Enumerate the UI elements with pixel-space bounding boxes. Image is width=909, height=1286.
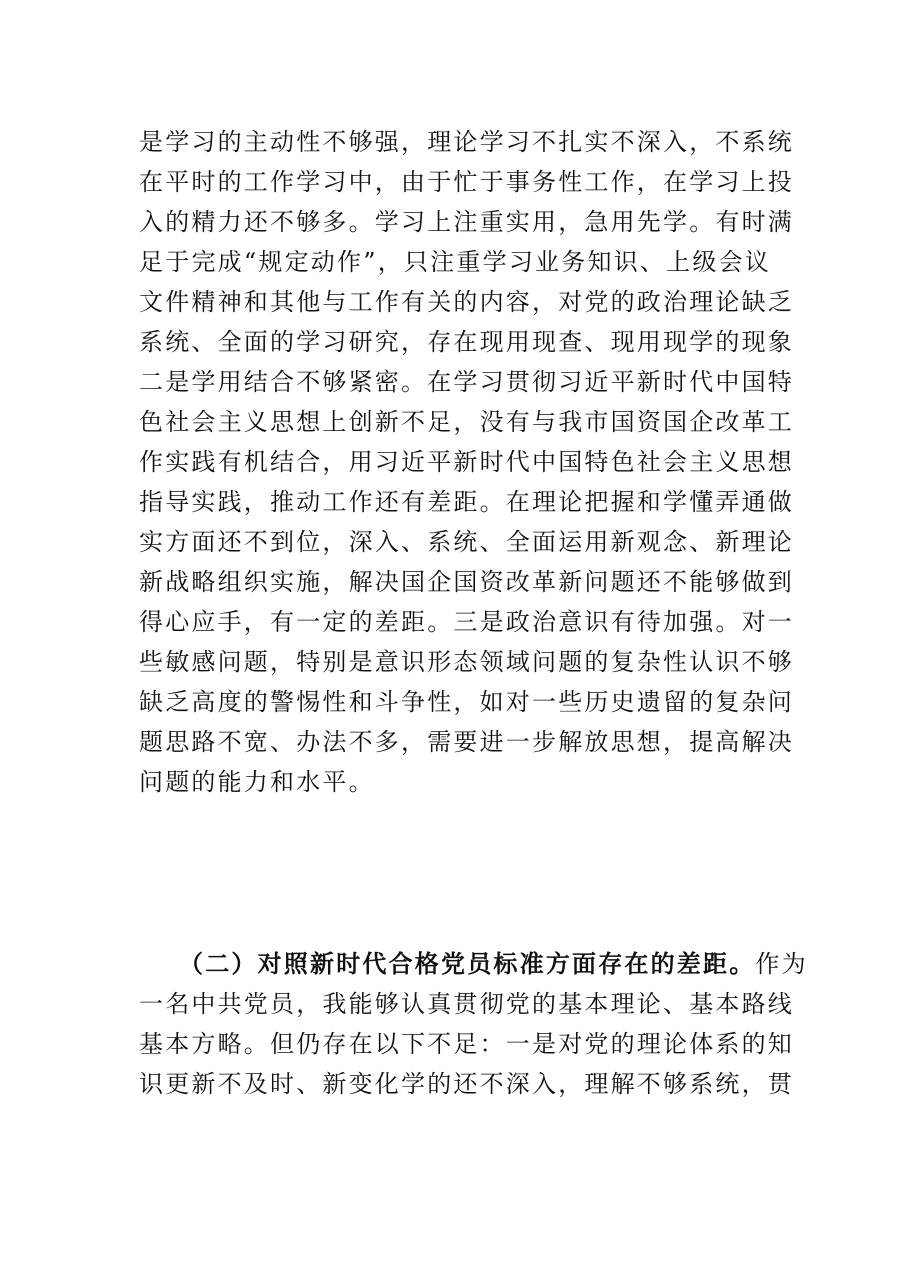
text-line: 入的精力还不够多。学习上注重实用，急用先学。有时满	[139, 208, 794, 236]
text-line: 色社会主义思想上创新不足，没有与我市国资国企改革工	[139, 408, 794, 436]
paragraph-2	[139, 944, 808, 1104]
text-line: 作实践有机结合，用习近平新时代中国特色社会主义思想	[139, 448, 794, 476]
text-line: 在平时的工作学习中，由于忙于事务性工作，在学习上投	[139, 168, 794, 196]
text-run: 作为	[755, 950, 808, 978]
text-line: 系统、全面的学习研究，存在现用现查、现用现学的现象	[139, 328, 794, 356]
text-line: 题思路不宽、办法不多，需要进一步解放思想，提高解决	[139, 728, 794, 756]
text-line: 缺乏高度的警惕性和斗争性，如对一些历史遗留的复杂问	[139, 688, 794, 716]
text-line: 新战略组织实施，解决国企国资改革新问题还不能够做到	[139, 568, 794, 596]
text-line: 指导实践，推动工作还有差距。在理论把握和学懂弄通做	[139, 488, 794, 516]
text-line: 一名中共党员，我能够认真贯彻党的基本理论、基本路线	[139, 990, 794, 1018]
section-heading-line	[139, 944, 808, 984]
text-line: 实方面还不到位，深入、系统、全面运用新观念、新理论	[139, 528, 794, 556]
text-line: 二是学用结合不够紧密。在学习贯彻习近平新时代中国特	[139, 368, 794, 396]
text-line: 问题的能力和水平。	[139, 768, 375, 796]
text-line: 足于完成“规定动作”，只注重学习业务知识、上级会议	[139, 248, 771, 276]
text-line: 识更新不及时、新变化学的还不深入，理解不够系统，贯	[139, 1070, 794, 1098]
text-line: 些敏感问题，特别是意识形态领域问题的复杂性认识不够	[139, 648, 794, 676]
text-line: 基本方略。但仍存在以下不足：一是对党的理论体系的知	[139, 1030, 794, 1058]
text-line: 文件精神和其他与工作有关的内容，对党的政治理论缺乏	[139, 288, 794, 316]
paragraph-1	[139, 122, 794, 802]
text-line: 得心应手，有一定的差距。三是政治意识有待加强。对一	[139, 608, 794, 636]
text-line: 是学习的主动性不够强，理论学习不扎实不深入，不系统	[139, 128, 794, 156]
section-heading: （二）对照新时代合格党员标准方面存在的差距。	[179, 949, 756, 978]
